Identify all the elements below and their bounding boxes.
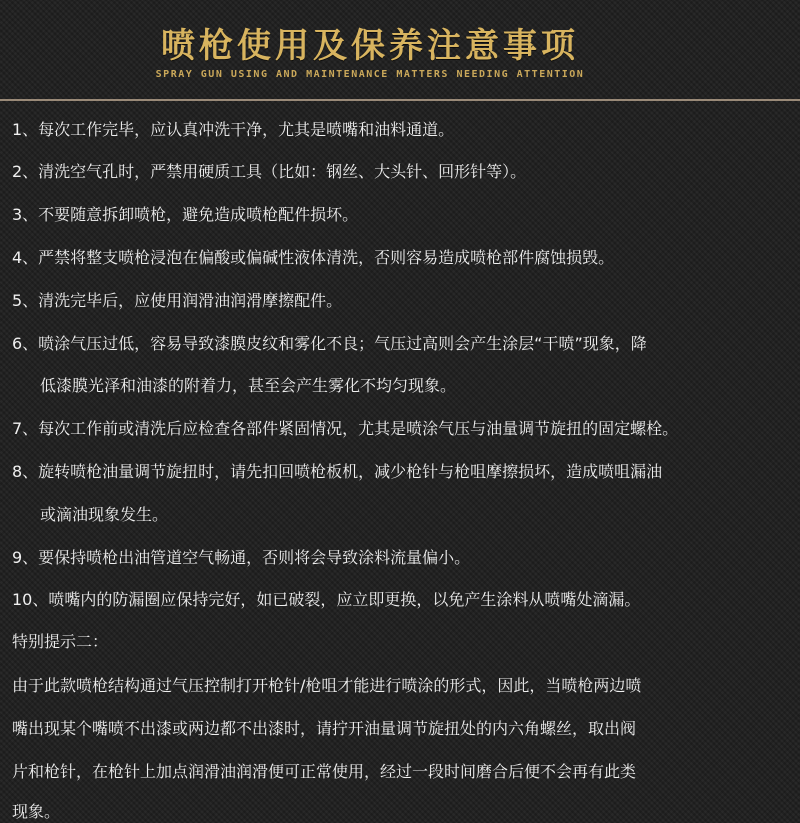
list-item-9: 9、要保持喷枪出油管道空气畅通，否则将会导致涂料流量偏小。: [12, 548, 471, 567]
list-item-10: 10、喷嘴内的防漏圈应保持完好，如已破裂，应立即更换，以免产生涂料从喷嘴处滴漏。: [12, 590, 641, 609]
list-item-3: 3、不要随意拆卸喷枪，避免造成喷枪配件损坏。: [12, 205, 359, 224]
list-item-4: 4、严禁将整支喷枪浸泡在偏酸或偏碱性液体清洗，否则容易造成喷枪部件腐蚀损毁。: [12, 248, 615, 267]
tips-heading: 特别提示二：: [12, 632, 109, 651]
tips-line-1: 由于此款喷枪结构通过气压控制打开枪针/枪咀才能进行喷涂的形式，因此，当喷枪两边喷: [12, 676, 642, 695]
list-item-5: 5、清洗完毕后，应使用润滑油润滑摩擦配件。: [12, 291, 343, 310]
list-item-1: 1、每次工作完毕，应认真冲洗干净，尤其是喷嘴和油料通道。: [12, 120, 455, 139]
tips-line-4: 现象。: [12, 802, 61, 821]
list-item-8: 8、旋转喷枪油量调节旋扭时，请先扣回喷枪板机，减少枪针与枪咀摩擦损坏，造成喷咀漏油: [12, 462, 663, 481]
list-item-8-continued: 或滴油现象发生。: [40, 505, 169, 524]
list-item-7: 7、每次工作前或清洗后应检查各部件紧固情况，尤其是喷涂气压与油量调节旋扭的固定螺栓。: [12, 419, 679, 438]
list-item-6: 6、喷涂气压过低，容易导致漆膜皮纹和雾化不良；气压过高则会产生涂层“干喷”现象，降: [12, 334, 647, 353]
page-title: 喷枪使用及保养注意事项: [161, 26, 579, 66]
header: [0, 0, 800, 98]
header-divider: [0, 99, 800, 101]
list-item-6-continued: 低漆膜光泽和油漆的附着力，甚至会产生雾化不均匀现象。: [40, 376, 457, 395]
tips-line-2: 嘴出现某个嘴喷不出漆或两边都不出漆时，请拧开油量调节旋扭处的内六角螺丝，取出阀: [12, 719, 637, 738]
page-subtitle: SPRAY GUN USING AND MAINTENANCE MATTERS NEEDING ATTENTION: [155, 69, 585, 80]
tips-line-3: 片和枪针，在枪针上加点润滑油润滑便可正常使用，经过一段时间磨合后便不会再有此类: [12, 762, 637, 781]
list-item-2: 2、清洗空气孔时，严禁用硬质工具（比如：钢丝、大头针、回形针等）。: [12, 162, 527, 181]
